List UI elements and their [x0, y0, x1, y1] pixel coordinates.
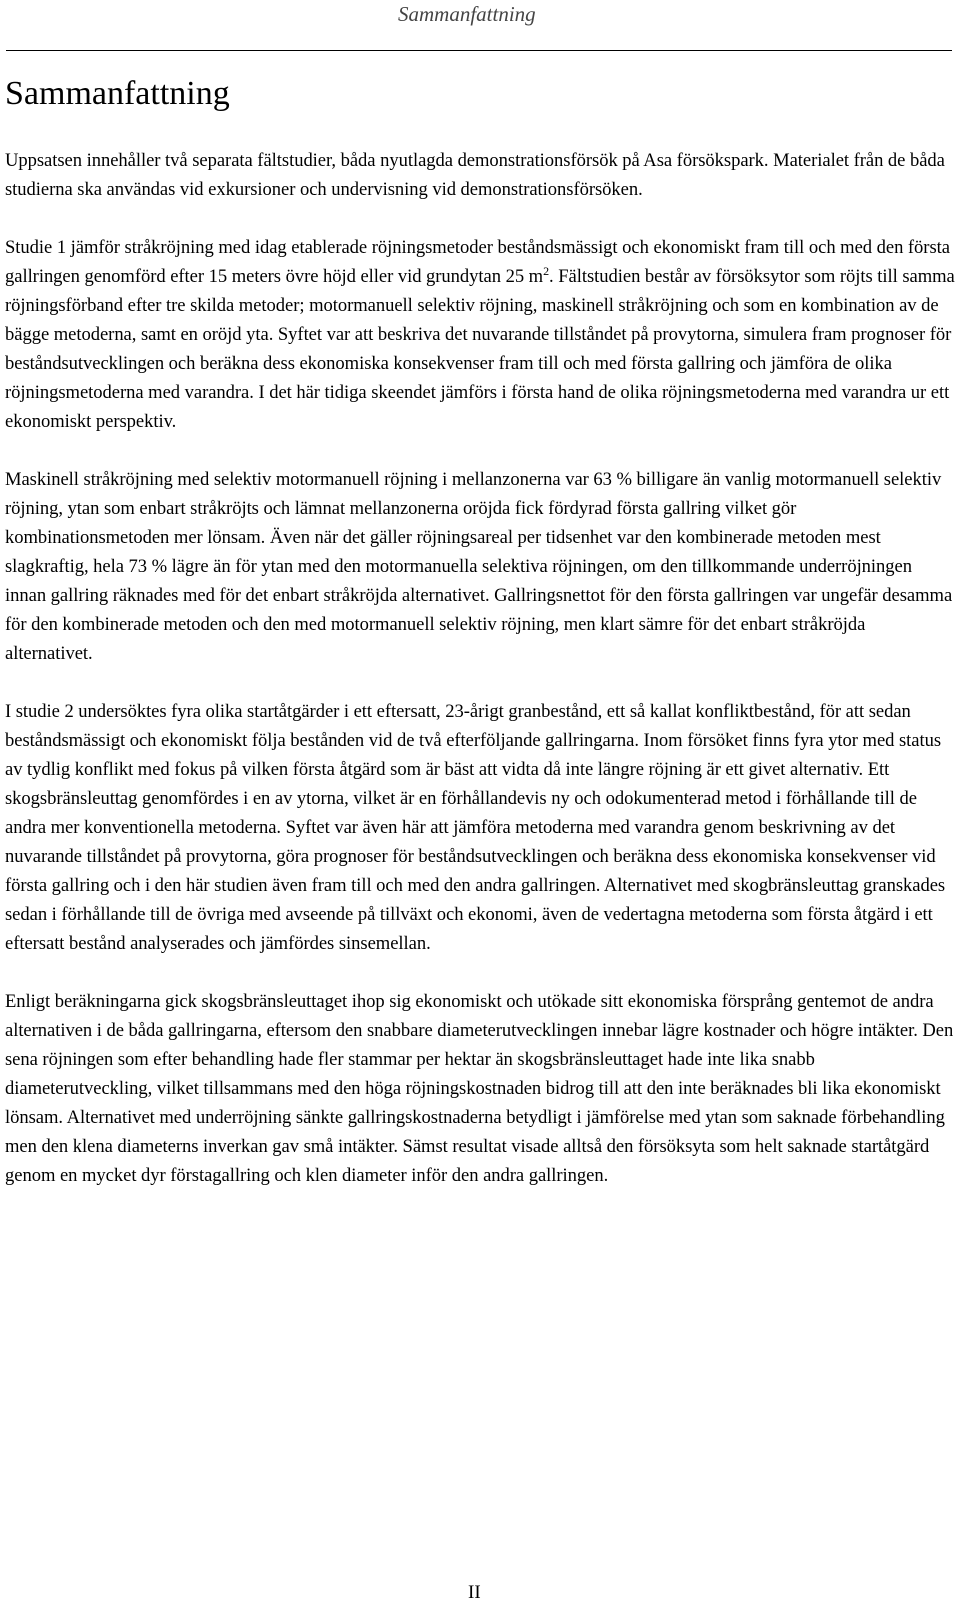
- paragraph-study-1-results: Maskinell stråkröjning med selektiv motormanuell röjning i mellanzonerna var 63 % billigare än vanlig motormanuell selektiv röjning, ytan som enbart stråkröjts och lämnat mellanzonerna oröjda fick fördyrad första gallring vilket gör kombinationsmetoden mer lönsam. Även när det gäller röjningsareal per tidsenhet var den kombinerade metoden mest slagkraftig, hela 73 % lägre än för ytan med den motormanuella selektiva röjningen, om den tillkommande underröjningen innan gallring räknades med för det enbart stråkröjda alternativet. Gallringsnettot för den första gallringen var ungefär desamma för den kombinerade metoden och den med motormanuell selektiv röjning, men klart sämre för det enbart stråkröjda alternativet.: [5, 469, 953, 664]
- paragraph-study-1: [5, 233, 957, 436]
- running-header: Sammanfattning: [398, 2, 536, 26]
- paragraph-study-2-results: Enligt beräkningarna gick skogsbränsleuttaget ihop sig ekonomiskt och utökade sitt ekonomiska försprång gentemot de andra alternativen i de båda gallringarna, eftersom den snabbare diameterutvecklingen innebar lägre kostnader och högre intäkter. Den sena röjningen som efter behandling hade fler stammar per hektar än skogsbränsleuttaget hade inte lika snabb diameterutveckling, vilket tillsammans med den höga röjningskostnaden bidrog till att den inte beräknades bli lika ekonomiskt lönsam. Alternativet med underröjning sänkte gallringskostnaderna betydligt i jämförelse med ytan som saknade förbehandling men den klena diameterns inverkan gav små intäkter. Sämst resultat visade alltså den försöksyta som helt saknade startåtgärd genom en mycket dyr förstagallring och klen diameter inför den andra gallringen.: [5, 991, 954, 1186]
- paragraph-study-2: I studie 2 undersöktes fyra olika startåtgärder i ett eftersatt, 23-årigt granbestånd, ett så kallat konfliktbestånd, för att sedan beståndsmässigt och ekonomiskt följa bestånden vid de två efterföljande gallringarna. Inom försöket finns fyra ytor med status av tydlig konflikt med fokus på vilken första åtgärd som är bäst att vidta då inte längre röjning är ett givet alternativ. Ett skogsbränsleuttag genomfördes i en av ytorna, vilket är en förhållandevis ny och odokumenterad metod i förhållande till de andra mer konventionella metoderna. Syftet var även här att jämföra metoderna med varandra genom beskrivning av det nuvarande tillståndet på provytorna, göra prognoser för beståndsutvecklingen och beräkna dess ekonomiska konsekvenser vid första gallring och i den här studien även fram till och med den andra gallringen. Alternativet med skogbränsleuttag granskades sedan i förhållande till de övriga med avseende på tillväxt och ekonomi, även de vedertagna metoderna som första åtgärd i ett eftersatt bestånd analyserades och jämfördes sinsemellan.: [5, 701, 946, 954]
- page-number: II: [468, 1582, 481, 1603]
- superscript-two: 2: [543, 264, 550, 278]
- body-text: [5, 146, 957, 1219]
- header-rule: [6, 50, 952, 51]
- paragraph-study-1-part-a: Studie 1 jämför stråkröjning med idag etablerade röjningsmetoder beståndsmässigt och ekonomiskt fram till och med den första gallringen genomförd efter 15 meters övre höjd eller vid grundytan 25 m: [5, 237, 950, 287]
- page-title: Sammanfattning: [5, 75, 230, 112]
- paragraph-intro: Uppsatsen innehåller två separata fältstudier, båda nyutlagda demonstrationsförsök på Asa försökspark. Materialet från de båda studierna ska användas vid exkursioner och undervisning vid demonstrationsförsöken.: [5, 150, 945, 200]
- paragraph-study-1-part-b: . Fältstudien består av försöksytor som röjts till samma röjningsförband efter tre skilda metoder; motormanuell selektiv röjning, maskinell stråkröjning och som en kombination av de bägge metoderna, samt en oröjd yta. Syftet var att beskriva det nuvarande tillståndet på provytorna, simulera fram prognoser för beståndsutvecklingen och beräkna dess ekonomiska konsekvenser fram till och med första gallring och jämföra de olika röjningsmetoderna med varandra. I det här tidiga skeendet jämförs i första hand de olika röjningsmetoderna med varandra ur ett ekonomiskt perspektiv.: [5, 266, 955, 432]
